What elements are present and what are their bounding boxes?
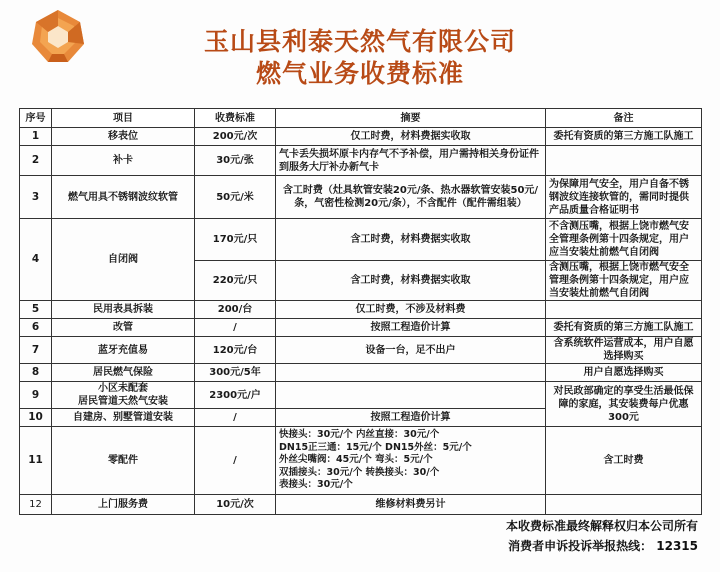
row-fee: 170元/只 [195, 219, 276, 261]
row-note: 含工时费 [546, 427, 702, 495]
row-item: 上门服务费 [52, 495, 195, 515]
row-note: 含系统软件运营成本，用户自愿选择购买 [546, 337, 702, 364]
row-item: 居民燃气保险 [52, 364, 195, 382]
table-row [20, 128, 702, 146]
page-title: 燃气业务收费标准 [255, 59, 464, 88]
table-row [20, 427, 702, 495]
page-header [0, 0, 720, 104]
row-summary: 含工时费（灶具软管安装20元/条、热水器软管安装50元/条，气密性检测20元/条），不含配件（配件需组装） [276, 176, 546, 219]
row-summary: 仅工时费，材料费据实收取 [276, 128, 546, 146]
row-note: 用户自愿选择购买 [546, 364, 702, 382]
row-summary: 按照工程造价计算 [276, 409, 546, 427]
row-summary: 按照工程造价计算 [276, 319, 546, 337]
row-item: 小区未配套 居民管道天然气安装 [52, 382, 195, 409]
row-item: 燃气用具不锈钢波纹软管 [52, 176, 195, 219]
row-note: 委托有资质的第三方施工队施工 [546, 128, 702, 146]
row-summary: 仅工时费，不涉及材料费 [276, 301, 546, 319]
row-no: 7 [20, 337, 52, 364]
row-summary [276, 364, 546, 382]
table-row [20, 364, 702, 382]
row-summary: 快接头：30元/个 内丝直接：30元/个 DN15正三通：15元/个 DN15外丝：5元/个 外丝尖嘴阀：45元/个 弯头：5元/个 双插接头：30元/个 转换接头：30/个 表接头：30元/个 [276, 427, 546, 495]
row-item: 自闭阀 [52, 219, 195, 301]
row-item: 自建房、别墅管道安装 [52, 409, 195, 427]
row-no: 5 [20, 301, 52, 319]
row-fee: 200元/次 [195, 128, 276, 146]
row-item: 民用表具拆装 [52, 301, 195, 319]
row-no: 10 [20, 409, 52, 427]
table-row [20, 301, 702, 319]
row-no: 3 [20, 176, 52, 219]
table-row [20, 382, 702, 409]
row-note: 含测压嘴，根据上饶市燃气安全管理条例第十四条规定，用户应当安装灶前燃气自闭阀 [546, 261, 702, 301]
row-summary: 设备一台，足不出户 [276, 337, 546, 364]
row-no: 2 [20, 146, 52, 176]
fee-table [19, 108, 702, 515]
table-row [20, 495, 702, 515]
row-note: 对民政部确定的享受生活最低保障的家庭，其安装费每户优惠300元 [546, 382, 702, 427]
row-note: 不含测压嘴，根据上饶市燃气安全管理条例第十四条规定，用户应当安装灶前燃气自闭阀 [546, 219, 702, 261]
row-no: 12 [20, 495, 52, 515]
complaint-hotline: 消费者申诉投诉举报热线： 12315 [508, 539, 698, 553]
col-header-no: 序号 [20, 109, 52, 128]
row-item: 改管 [52, 319, 195, 337]
row-no: 1 [20, 128, 52, 146]
row-item: 补卡 [52, 146, 195, 176]
col-header-item: 项目 [52, 109, 195, 128]
row-fee: 220元/只 [195, 261, 276, 301]
row-summary: 含工时费，材料费据实收取 [276, 219, 546, 261]
row-item: 蓝牙充值易 [52, 337, 195, 364]
row-note: 为保障用气安全，用户自备不锈钢波纹连接软管的，需同时提供产品质量合格证明书 [546, 176, 702, 219]
row-note [546, 301, 702, 319]
table-header-row [20, 109, 702, 128]
company-name: 玉山县利泰天然气有限公司 [203, 27, 516, 56]
col-header-note: 备注 [546, 109, 702, 128]
row-fee: 300元/5年 [195, 364, 276, 382]
row-note [546, 146, 702, 176]
table-row [20, 319, 702, 337]
rights-notice: 本收费标准最终解释权归本公司所有 [505, 519, 698, 533]
table-row [20, 337, 702, 364]
row-fee: 200/台 [195, 301, 276, 319]
table-row [20, 146, 702, 176]
col-header-summary: 摘要 [276, 109, 546, 128]
row-fee: / [195, 427, 276, 495]
row-summary: 维修材料费另计 [276, 495, 546, 515]
row-fee: / [195, 409, 276, 427]
row-fee: 50元/米 [195, 176, 276, 219]
row-summary [276, 382, 546, 409]
row-no: 11 [20, 427, 52, 495]
row-no: 8 [20, 364, 52, 382]
row-note [546, 495, 702, 515]
row-fee: 30元/张 [195, 146, 276, 176]
row-fee: / [195, 319, 276, 337]
col-header-fee: 收费标准 [195, 109, 276, 128]
row-summary: 气卡丢失损坏原卡内存气不予补偿，用户需持相关身份证件到服务大厅补办新气卡 [276, 146, 546, 176]
row-no: 4 [20, 219, 52, 301]
row-fee: 10元/次 [195, 495, 276, 515]
row-fee: 2300元/户 [195, 382, 276, 409]
row-no: 9 [20, 382, 52, 409]
table-row [20, 219, 702, 261]
table-row [20, 176, 702, 219]
row-summary: 含工时费，材料费据实收取 [276, 261, 546, 301]
row-fee: 120元/台 [195, 337, 276, 364]
row-note: 委托有资质的第三方施工队施工 [546, 319, 702, 337]
row-item: 移表位 [52, 128, 195, 146]
row-no: 6 [20, 319, 52, 337]
row-item: 零配件 [52, 427, 195, 495]
